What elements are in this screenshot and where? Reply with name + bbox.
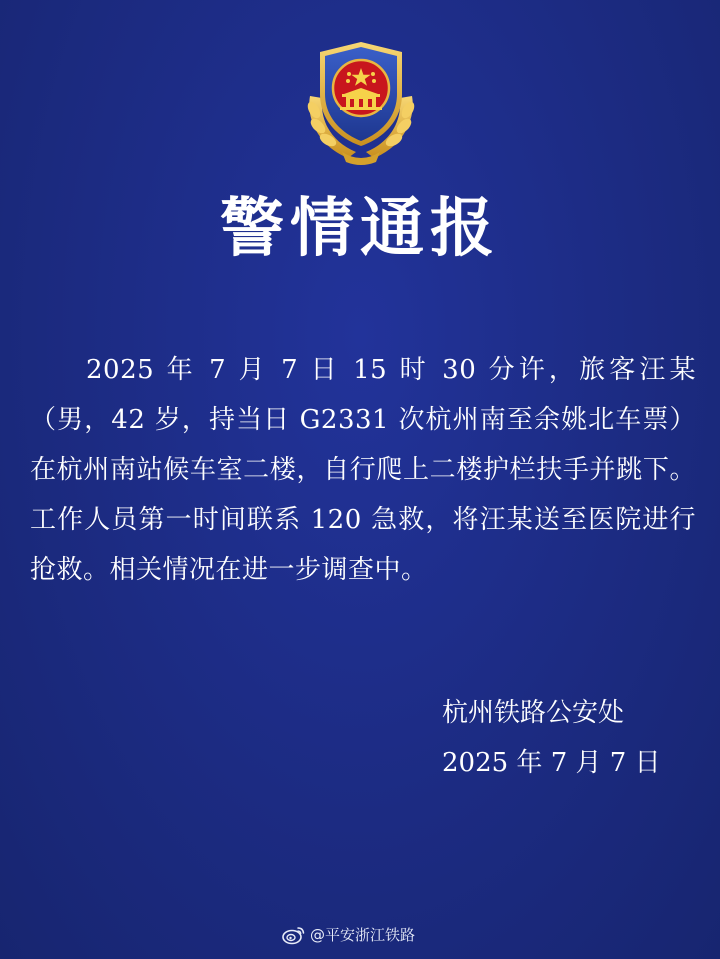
page-title: 警情通报 (220, 192, 500, 266)
issue-date: 2025 年 7 月 7 日 (442, 748, 661, 778)
issuing-organization: 杭州铁路公安处 (442, 698, 625, 728)
notice-paragraph: 2025 年 7 月 7 日 15 时 30 分许，旅客汪某（男，42 岁，持当日 G2331 次杭州南至余姚北车票）在杭州南站候车室二楼，自行爬上二楼护栏扶手并跳下。工作人员第一时间联系 120 急救，将汪某送至医院进行抢救。相关情况在进一步调查中。 (30, 355, 696, 585)
police-emblem-icon (298, 38, 424, 166)
weibo-icon (282, 925, 306, 945)
signature-block (442, 688, 712, 788)
watermark (282, 924, 415, 945)
watermark-text: @平安浙江铁路 (310, 926, 416, 944)
